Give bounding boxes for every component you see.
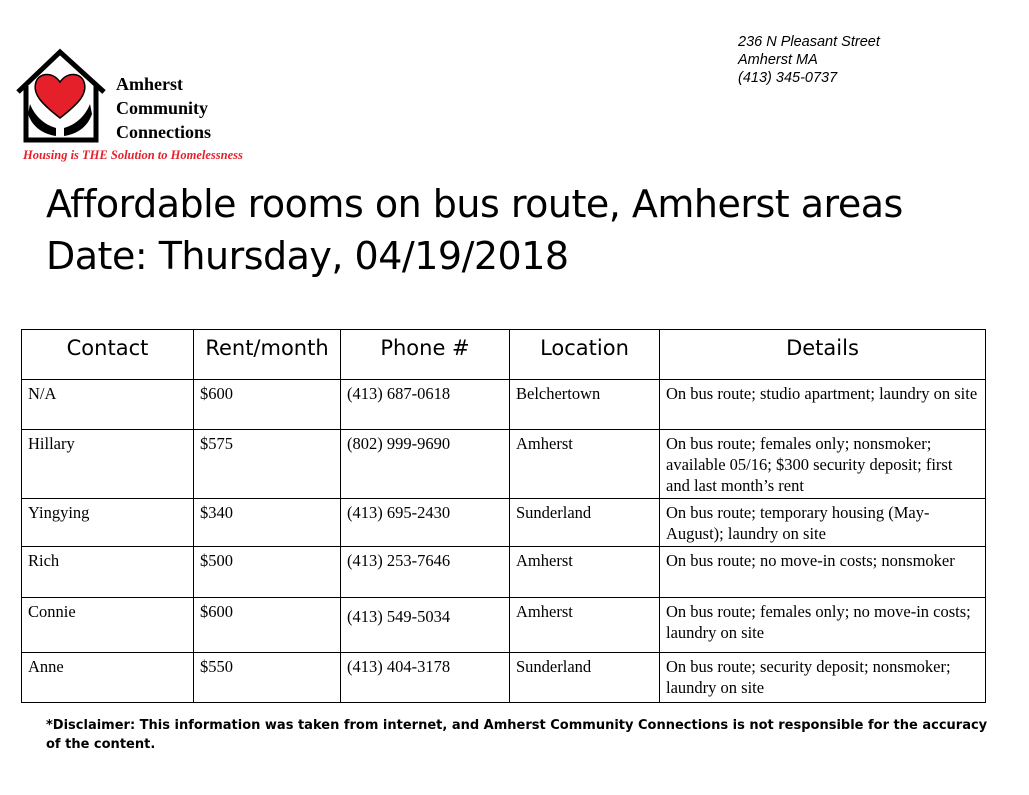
cell-location: Amherst xyxy=(510,430,660,499)
cell-rent: $500 xyxy=(194,547,341,598)
cell-phone: (413) 687-0618 xyxy=(341,380,510,430)
cell-details: On bus route; females only; no move-in costs; laundry on site xyxy=(660,598,986,653)
page-date: Date: Thursday, 04/19/2018 xyxy=(46,234,569,278)
page-title-line: Affordable rooms on bus route, Amherst areas xyxy=(46,182,903,226)
disclaimer-text: *Disclaimer: This information was taken from internet, and Amherst Community Connections is not responsible for the accuracy of the content. xyxy=(46,718,988,752)
address-street: 236 N Pleasant Street xyxy=(738,34,880,50)
cell-details: On bus route; no move-in costs; nonsmoker xyxy=(660,547,986,598)
cell-rent: $340 xyxy=(194,499,341,547)
house-heart-hands-icon xyxy=(12,48,112,148)
organization-name-line: Connections xyxy=(116,122,212,142)
cell-contact: Anne xyxy=(22,653,194,703)
cell-rent: $600 xyxy=(194,598,341,653)
cell-contact: Hillary xyxy=(22,430,194,499)
cell-rent: $575 xyxy=(194,430,341,499)
table-row xyxy=(22,430,986,499)
table-row xyxy=(22,653,986,703)
organization-name-line: Amherst xyxy=(116,74,183,94)
listings-table xyxy=(21,329,986,703)
cell-rent: $550 xyxy=(194,653,341,703)
cell-location: Amherst xyxy=(510,547,660,598)
cell-rent: $600 xyxy=(194,380,341,430)
organization-name xyxy=(116,72,211,144)
cell-phone: (413) 404-3178 xyxy=(341,653,510,703)
cell-details: On bus route; security deposit; nonsmoker; laundry on site xyxy=(660,653,986,703)
column-header-contact: Contact xyxy=(22,330,194,380)
table-row xyxy=(22,598,986,653)
column-header-rent: Rent/month xyxy=(194,330,341,380)
cell-phone: (413) 253-7646 xyxy=(341,547,510,598)
cell-phone: (413) 549-5034 xyxy=(341,598,510,653)
table-row xyxy=(22,547,986,598)
organization-tagline: Housing is THE Solution to Homelessness xyxy=(23,148,243,162)
cell-details: On bus route; females only; nonsmoker; available 05/16; $300 security deposit; first and last month’s rent xyxy=(660,430,986,499)
cell-location: Sunderland xyxy=(510,499,660,547)
cell-contact: Yingying xyxy=(22,499,194,547)
address-city: Amherst MA xyxy=(738,52,818,68)
organization-address xyxy=(738,33,880,87)
cell-location: Belchertown xyxy=(510,380,660,430)
cell-location: Sunderland xyxy=(510,653,660,703)
column-header-location: Location xyxy=(510,330,660,380)
column-header-phone: Phone # xyxy=(341,330,510,380)
table-row xyxy=(22,380,986,430)
organization-logo xyxy=(12,48,287,168)
cell-contact: Rich xyxy=(22,547,194,598)
cell-phone: (802) 999-9690 xyxy=(341,430,510,499)
table-row xyxy=(22,499,986,547)
cell-phone: (413) 695-2430 xyxy=(341,499,510,547)
page-title xyxy=(46,178,903,282)
cell-details: On bus route; temporary housing (May-August); laundry on site xyxy=(660,499,986,547)
cell-location: Amherst xyxy=(510,598,660,653)
address-phone: (413) 345-0737 xyxy=(738,70,838,86)
table-header-row xyxy=(22,330,986,380)
cell-contact: Connie xyxy=(22,598,194,653)
cell-contact: N/A xyxy=(22,380,194,430)
cell-details: On bus route; studio apartment; laundry on site xyxy=(660,380,986,430)
column-header-details: Details xyxy=(660,330,986,380)
organization-name-line: Community xyxy=(116,98,209,118)
